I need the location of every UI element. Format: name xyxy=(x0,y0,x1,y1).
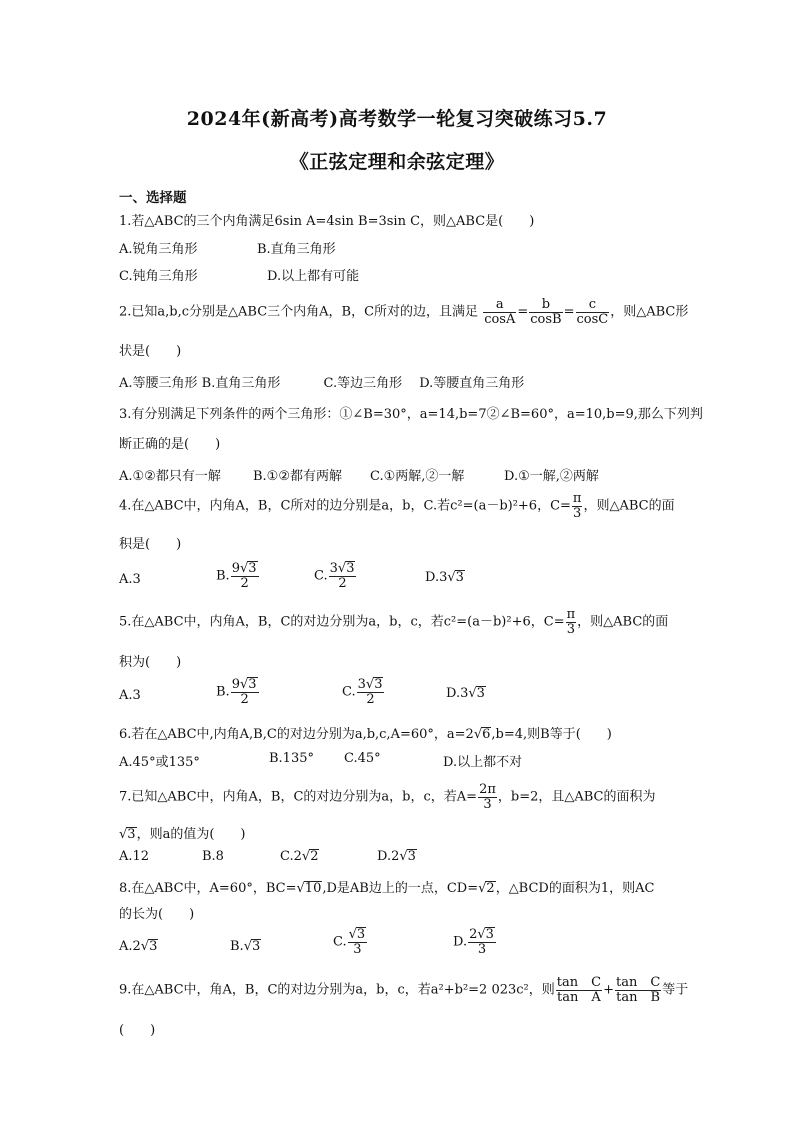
q2-stem-cont: 状是( ) xyxy=(119,344,182,359)
q6-option-b: B.135° xyxy=(269,751,314,766)
q6-stem: 6.若在△ABC中,内角A,B,C的对边分别为a,b,c,A=60°，a=2√6,b=4,则B等于( ) xyxy=(119,727,612,742)
q7-fraction: $\frac{2\pi}{3}$ xyxy=(479,782,496,812)
q3-option-c: C.①两解,②一解 xyxy=(370,469,465,484)
q3-option-b: B.①②都有两解 xyxy=(253,469,342,484)
q5-stem-cont: 积为( ) xyxy=(119,655,182,670)
q4-stem-text: 4.在△ABC中，内角A，B，C所对的边分别是a，b，C.若c²=(a－b)²+6，C= xyxy=(119,498,571,514)
q6-options xyxy=(119,751,523,770)
q7-option-c: C.2√2 xyxy=(280,849,319,864)
q4-option-a: A.3 xyxy=(119,572,141,587)
q2-options: A.等腰三角形 B.直角三角形 C.等边三角形 D.等腰直角三角形 xyxy=(119,376,525,391)
q9-stem-cont: ( ) xyxy=(119,1023,156,1038)
q7-stem-cont: √3，则a的值为( ) xyxy=(119,827,246,842)
q5-option-a: A.3 xyxy=(119,688,141,703)
q3-stem-cont: 断正确的是( ) xyxy=(119,437,221,452)
q1-options-row2 xyxy=(119,265,360,284)
q1-option-a: A.锐角三角形 xyxy=(119,242,198,257)
q9-fraction-1: $\frac{\text{tan C}}{\text{tan A}}$ xyxy=(556,975,602,1005)
q6-stem-tail: ,b=4,则B等于( ) xyxy=(491,727,612,742)
q4-stem-tail: ，则△ABC的面 xyxy=(583,498,675,514)
q1-stem: 1.若△ABC的三个内角满足6sin A=4sin B=3sin C，则△ABC是( ) xyxy=(119,214,535,229)
q5-stem-text: 5.在△ABC中，内角A，B，C的对边分别为a，b，c，若c²=(a－b)²+6，C= xyxy=(119,614,565,630)
q4-stem xyxy=(119,492,675,520)
q5-stem-tail: ，则△ABC的面 xyxy=(577,614,669,630)
q6-option-a: A.45°或135° xyxy=(119,755,200,770)
q6-stem-text: 6.若在△ABC中,内角A,B,C的对边分别为a,b,c,A=60°，a=2 xyxy=(119,727,474,742)
q8-option-d: D. $\frac{2√3}{3}$ xyxy=(453,927,494,958)
q1-option-d: D.以上都有可能 xyxy=(267,269,360,284)
q1-option-b: B.直角三角形 xyxy=(257,242,336,257)
q9-fraction-2: $\frac{\text{tan C}}{\text{tan B}}$ xyxy=(615,975,661,1005)
q5-option-b: B. $\frac{9√3}{2}$ xyxy=(216,677,257,708)
q7-option-b: B.8 xyxy=(202,849,224,864)
q4-option-c: C. $\frac{3√3}{2}$ xyxy=(314,561,355,592)
q3-option-d: D.①一解,②两解 xyxy=(504,469,599,484)
q7-option-d: D.2√3 xyxy=(377,849,416,864)
q2-stem-tail: ，则△ABC形 xyxy=(610,304,689,320)
q4-fraction: $\frac{\pi}{3}$ xyxy=(572,491,582,521)
q9-stem-text: 9.在△ABC中，角A，B，C的对边分别为a，b，c，若a²+b²=2 023c²，则 xyxy=(119,982,555,998)
q9-stem: 9.在△ABC中，角A，B，C的对边分别为a，b，c，若a²+b²=2 023c²，则 $\frac{\text{tan C}}{\text{tan A}}$ + $\frac{\text{tan C}}{\text{tan B}}$ 等于 xyxy=(119,975,689,1005)
q4-stem-cont: 积是( ) xyxy=(119,537,182,552)
q2-stem: 2.已知a,b,c分别是△ABC三个内角A，B，C所对的边，且满足 $\frac{a}{\cos A}$ = $\frac{b}{\cos B}$ = $\frac{c}{\cos C}$ ，则△ABC形 xyxy=(119,297,689,327)
q7-options xyxy=(119,849,416,864)
q7-stem-tail: ，b=2，且△ABC的面积为 xyxy=(497,789,656,805)
q2-fraction-1: $\frac{a}{\cos A}$ xyxy=(484,297,516,327)
q1-option-c: C.钝角三角形 xyxy=(119,269,198,284)
section-heading: 一、选择题 xyxy=(119,190,187,206)
q6-option-c: C.45° xyxy=(344,751,381,766)
q7-option-a: A.12 xyxy=(119,849,150,864)
q5-stem xyxy=(119,608,668,636)
q8-option-b: B.√3 xyxy=(230,939,261,954)
q6-option-d: D.以上都不对 xyxy=(443,755,523,770)
q5-option-c: C. $\frac{3√3}{2}$ xyxy=(342,677,383,708)
q3-stem: 3.有分别满足下列条件的两个三角形：①∠B=30°，a=14,b=7②∠B=60°，a=10,b=9,那么下列判 xyxy=(119,407,703,422)
q2-stem-text: 2.已知a,b,c分别是△ABC三个内角A，B，C所对的边，且满足 xyxy=(119,304,479,320)
q8-option-a: A.2√3 xyxy=(119,939,158,954)
q5-option-d: D.3√3 xyxy=(446,686,485,701)
q8-option-c: C. $\frac{√3}{3}$ xyxy=(333,927,366,958)
q5-fraction: $\frac{\pi}{3}$ xyxy=(566,607,576,637)
q8-stem: 8.在△ABC中，A=60°，BC=√10,D是AB边上的一点，CD=√2，△BCD的面积为1，则AC xyxy=(119,881,655,896)
q8-stem-text: 8.在△ABC中，A=60°，BC= xyxy=(119,881,297,896)
q6-radicand: 6 xyxy=(482,727,491,742)
q8-stem-cont: 的长为( ) xyxy=(119,907,195,922)
q3-option-a: A.①②都只有一解 xyxy=(119,469,221,484)
q7-stem-text: 7.已知△ABC中，内角A，B，C的对边分别为a，b，c，若A= xyxy=(119,789,478,805)
q2-fraction-3: $\frac{c}{\cos C}$ xyxy=(576,297,609,327)
q3-options xyxy=(119,465,599,484)
q7-stem xyxy=(119,783,656,811)
q4-option-b: B. $\frac{9√3}{2}$ xyxy=(216,561,257,592)
title-line-2: 《正弦定理和余弦定理》 xyxy=(289,151,505,173)
title-line-1: 2024年(新高考)高考数学一轮复习突破练习5.7 xyxy=(186,108,608,130)
q2-fraction-2: $\frac{b}{\cos B}$ xyxy=(530,297,562,327)
q4-option-d: D.3√3 xyxy=(425,570,464,585)
q1-options-row1 xyxy=(119,238,336,257)
q9-stem-tail: 等于 xyxy=(662,982,689,998)
